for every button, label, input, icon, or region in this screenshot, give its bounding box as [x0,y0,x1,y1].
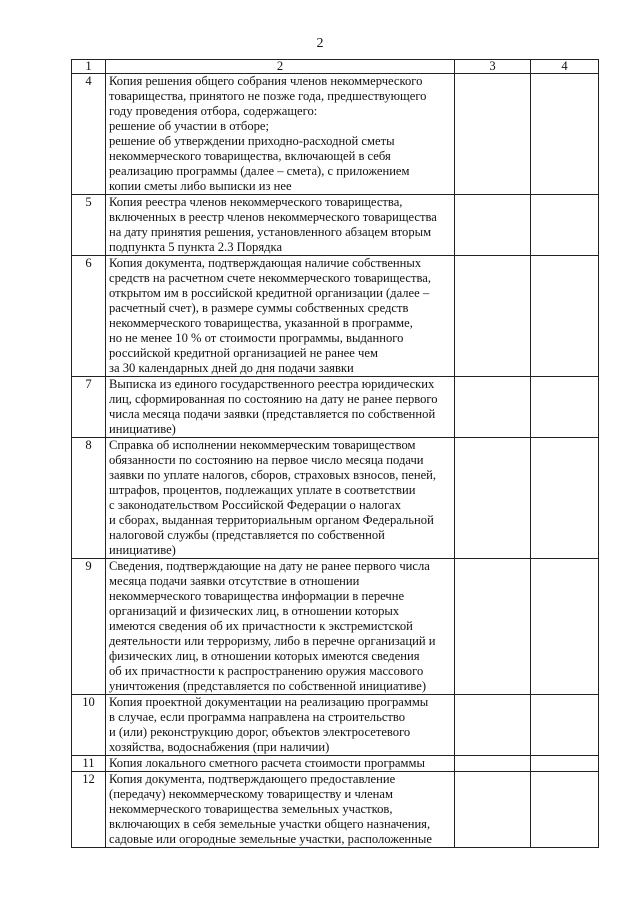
row-cell-4 [531,559,599,695]
table-row [72,559,599,695]
row-text: Выписка из единого государственного реестра юридических лиц, сформированная по состоянию на дату не ранее первого числа месяца подачи заявки (представляется по собственной инициативе) [106,377,455,438]
row-cell-4 [531,438,599,559]
table-header-row [72,60,599,74]
row-number: 7 [72,377,106,438]
table-row [72,756,599,772]
row-cell-3 [455,195,531,256]
row-number: 4 [72,74,106,195]
header-col-4: 4 [531,60,599,74]
row-number: 8 [72,438,106,559]
row-number: 12 [72,772,106,848]
row-number: 9 [72,559,106,695]
row-cell-3 [455,256,531,377]
row-cell-3 [455,74,531,195]
row-cell-4 [531,695,599,756]
row-text: Копия документа, подтверждающая наличие собственных средств на расчетном счете некоммерческого товарищества, открытом им в российской кредитной организации (далее – расчетный счет), в размере суммы собственных средств некоммерческого товарищества, указанной в программе, но не менее 10 % от стоимости программы, выданного российской кредитной организацией не ранее чем за 30 календарных дней до дня подачи заявки [106,256,455,377]
row-cell-3 [455,438,531,559]
row-text: Копия решения общего собрания членов некоммерческого товарищества, принятого не позже года, предшествующего году проведения отбора, содержащего: решение об участии в отборе; решение об утверждении приходно-расходной сметы некоммерческого товарищества, включающей в себя реализацию программы (далее – смета), с приложением копии сметы либо выписки из нее [106,74,455,195]
table-row [72,772,599,848]
row-cell-3 [455,756,531,772]
row-number: 10 [72,695,106,756]
row-cell-4 [531,772,599,848]
table-row [72,695,599,756]
row-cell-3 [455,695,531,756]
table-row [72,377,599,438]
row-cell-3 [455,772,531,848]
table-row [72,74,599,195]
table-row [72,195,599,256]
header-col-2: 2 [106,60,455,74]
header-col-3: 3 [455,60,531,74]
row-cell-3 [455,559,531,695]
documents-table [71,59,599,848]
row-cell-4 [531,256,599,377]
row-number: 6 [72,256,106,377]
page-number: 2 [316,36,324,51]
row-number: 11 [72,756,106,772]
table-row [72,256,599,377]
row-cell-4 [531,756,599,772]
row-cell-4 [531,195,599,256]
row-text: Копия документа, подтверждающего предоставление (передачу) некоммерческому товариществу и членам некоммерческого товарищества земельных участков, включающих в себя земельные участки общего назначения, садовые или огородные земельные участки, расположенные [106,772,455,848]
row-text: Сведения, подтверждающие на дату не ранее первого числа месяца подачи заявки отсутствие в отношении некоммерческого товарищества информации в перечне организаций и физических лиц, в отношении которых имеются сведения об их причастности к экстремистской деятельности или терроризму, либо в перечне организаций и физических лиц, в отношении которых имеются сведения об их причастности к распространению оружия массового уничтожения (представляется по собственной инициативе) [106,559,455,695]
row-text: Копия проектной документации на реализацию программы в случае, если программа направлена на строительство и (или) реконструкцию дорог, объектов электросетевого хозяйства, водоснабжения (при наличии) [106,695,455,756]
row-cell-4 [531,377,599,438]
row-number: 5 [72,195,106,256]
table-row [72,438,599,559]
row-text: Копия локального сметного расчета стоимости программы [106,756,455,772]
row-cell-4 [531,74,599,195]
row-text: Справка об исполнении некоммерческим товариществом обязанности по состоянию на первое число месяца подачи заявки по уплате налогов, сборов, страховых взносов, пеней, штрафов, процентов, подлежащих уплате в соответствии с законодательством Российской Федерации о налогах и сборах, выданная территориальным органом Федеральной налоговой службы (представляется по собственной инициативе) [106,438,455,559]
row-cell-3 [455,377,531,438]
header-col-1: 1 [72,60,106,74]
row-text: Копия реестра членов некоммерческого товарищества, включенных в реестр членов некоммерческого товарищества на дату принятия решения, установленного абзацем вторым подпункта 5 пункта 2.3 Порядка [106,195,455,256]
